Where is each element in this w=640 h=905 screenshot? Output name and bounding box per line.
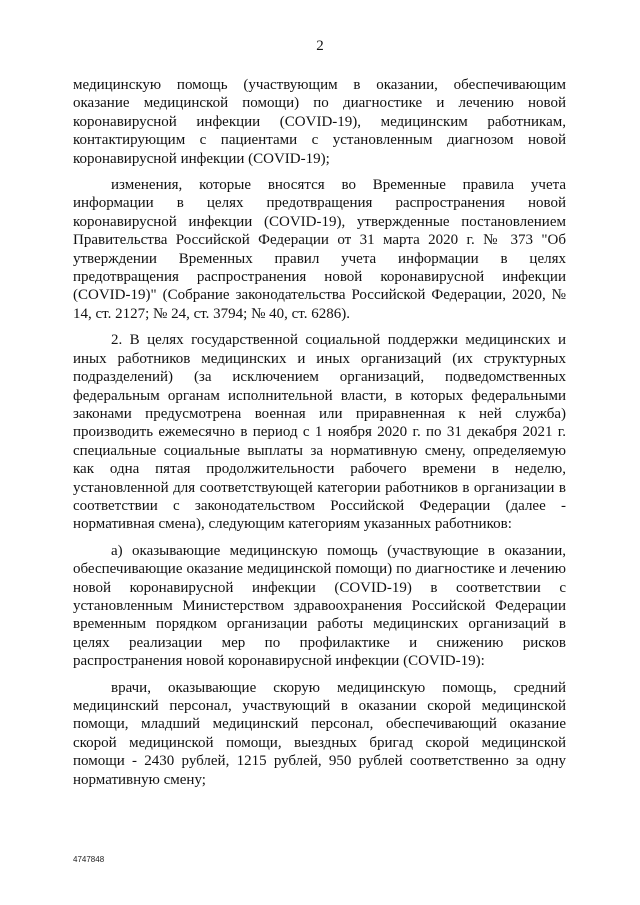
paragraph-doctors-payments: врачи, оказывающие скорую медицинскую помощь, средний медицинский персонал, участвующий в оказании скорой медицинской помощи, младший медицинский персонал, обеспечивающий оказание скорой медицинской помощи, выездных бригад скорой медицинской помощи - 2430 рублей, 1215 рублей, 950 рублей соответственно за одну нормативную смену;: [73, 679, 566, 788]
paragraph-item-2: 2. В целях государственной социальной поддержки медицинских и иных работников медицинских и иных организаций (их структурных подразделений) (за исключением организаций, подведомственных федеральным органам исполнительной власти, в которых федеральными законами предусмотрена военная или приравненная к ней служба) производить ежемесячно в период с 1 ноября 2020 г. по 31 декабря 2021 г. специальные социальные выплаты за нормативную смену, определяемую как одна пятая продолжительности рабочего времени в неделю, установленной для соответствующей категории работников в организации в соответствии с законодательством Российской Федерации (далее - нормативная смена), следующим категориям указанных работников:: [73, 332, 566, 533]
paragraph-amendments: изменения, которые вносятся во Временные правила учета информации в целях предотвращения распространения новой коронавирусной инфекции (COVID-19), утвержденные постановлением Правительства Российской Федерации от 31 марта 2020 г. № 373 "Об утверждении Временных правил учета информации в целях предотвращения распространения новой коронавирусной инфекции (COVID-19)" (Собрание законодательства Российской Федерации, 2020, № 14, ст. 2127; № 24, ст. 3794; № 40, ст. 6286).: [73, 177, 566, 322]
document-body: [73, 76, 566, 797]
document-id: 4747848: [73, 855, 105, 864]
page-number: 2: [316, 38, 324, 54]
paragraph-continuation: медицинскую помощь (участвующим в оказании, обеспечивающим оказание медицинской помощи) по диагностике и лечению новой коронавирусной инфекции (COVID-19), медицинским работникам, контактирующим с пациентами с установленным диагнозом новой коронавирусной инфекции (COVID-19);: [73, 77, 566, 167]
paragraph-subitem-a: а) оказывающие медицинскую помощь (участвующие в оказании, обеспечивающие оказание медицинской помощи) по диагностике и лечению новой коронавирусной инфекции (COVID-19) в соответствии с установленным Министерством здравоохранения Российской Федерации временным порядком организации работы медицинских организаций в целях реализации мер по профилактике и снижению рисков распространения новой коронавирусной инфекции (COVID-19):: [73, 542, 566, 670]
